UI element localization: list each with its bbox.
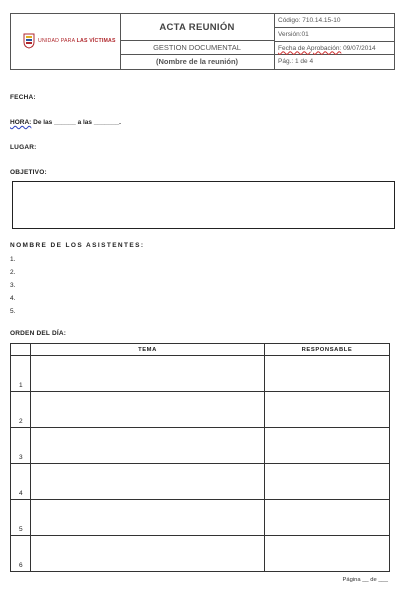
hora-label: HORA:	[10, 119, 32, 126]
logo-cell	[11, 14, 121, 69]
agenda-responsable-cell[interactable]	[265, 536, 390, 572]
table-row	[11, 464, 390, 500]
agenda-header-number	[11, 344, 31, 356]
asistente-item: 1.	[10, 256, 16, 263]
agenda-responsable-cell[interactable]	[265, 428, 390, 464]
agenda-responsable-cell[interactable]	[265, 500, 390, 536]
agenda-table	[10, 343, 390, 572]
agenda-responsable-cell[interactable]	[265, 392, 390, 428]
lugar-label: LUGAR:	[10, 144, 37, 151]
agenda-row-number: 4	[11, 464, 31, 500]
table-row	[11, 392, 390, 428]
hora-line	[10, 119, 121, 126]
fecha-label: FECHA:	[10, 94, 36, 101]
table-row	[11, 428, 390, 464]
agenda-responsable-cell[interactable]	[265, 464, 390, 500]
agenda-header-responsable: RESPONSABLE	[265, 344, 390, 356]
agenda-row-number: 1	[11, 356, 31, 392]
agenda-tema-cell[interactable]	[31, 428, 265, 464]
approval-date: Fecha de Aprobación: 09/07/2014	[274, 42, 394, 56]
agenda-row-number: 3	[11, 428, 31, 464]
objetivo-label: OBJETIVO:	[10, 169, 47, 176]
agenda-tema-cell[interactable]	[31, 500, 265, 536]
unidad-victimas-logo	[23, 32, 116, 52]
agenda-row-number: 2	[11, 392, 31, 428]
page-number: Pág.: 1 de 4	[278, 58, 314, 66]
asistente-item: 5.	[10, 308, 16, 315]
title-column	[120, 14, 275, 69]
agenda-tema-cell[interactable]	[31, 356, 265, 392]
agenda-header-row	[11, 344, 390, 356]
asistente-item: 3.	[10, 282, 16, 289]
orden-label: ORDEN DEL DÍA:	[10, 330, 67, 337]
document-subtitle: GESTION DOCUMENTAL	[120, 41, 274, 55]
agenda-responsable-cell[interactable]	[265, 356, 390, 392]
meeting-name: (Nombre de la reunión)	[155, 57, 239, 66]
agenda-row-number: 6	[11, 536, 31, 572]
asistentes-label: NOMBRE DE LOS ASISTENTES:	[10, 242, 145, 249]
agenda-tema-cell[interactable]	[31, 392, 265, 428]
objetivo-box[interactable]	[12, 181, 395, 229]
agenda-row-number: 5	[11, 500, 31, 536]
document-code: Código: 710.14.15-10	[274, 14, 394, 28]
asistente-item: 4.	[10, 295, 16, 302]
agenda-header-tema: TEMA	[31, 344, 265, 356]
metadata-column	[274, 14, 394, 69]
table-row	[11, 536, 390, 572]
document-header	[10, 13, 395, 70]
asistente-item: 2.	[10, 269, 16, 276]
hora-text: De las ______ a las _______.	[31, 119, 121, 126]
table-row	[11, 500, 390, 536]
document-title: ACTA REUNIÓN	[120, 14, 274, 41]
agenda-tema-cell[interactable]	[31, 464, 265, 500]
logo-text: UNIDAD PARA LAS VÍCTIMAS	[38, 38, 116, 44]
table-row	[11, 356, 390, 392]
page-footer: Página __ de ___	[342, 577, 388, 583]
emblem-icon	[23, 33, 35, 49]
document-version: Versión:01	[274, 28, 394, 42]
agenda-tema-cell[interactable]	[31, 536, 265, 572]
